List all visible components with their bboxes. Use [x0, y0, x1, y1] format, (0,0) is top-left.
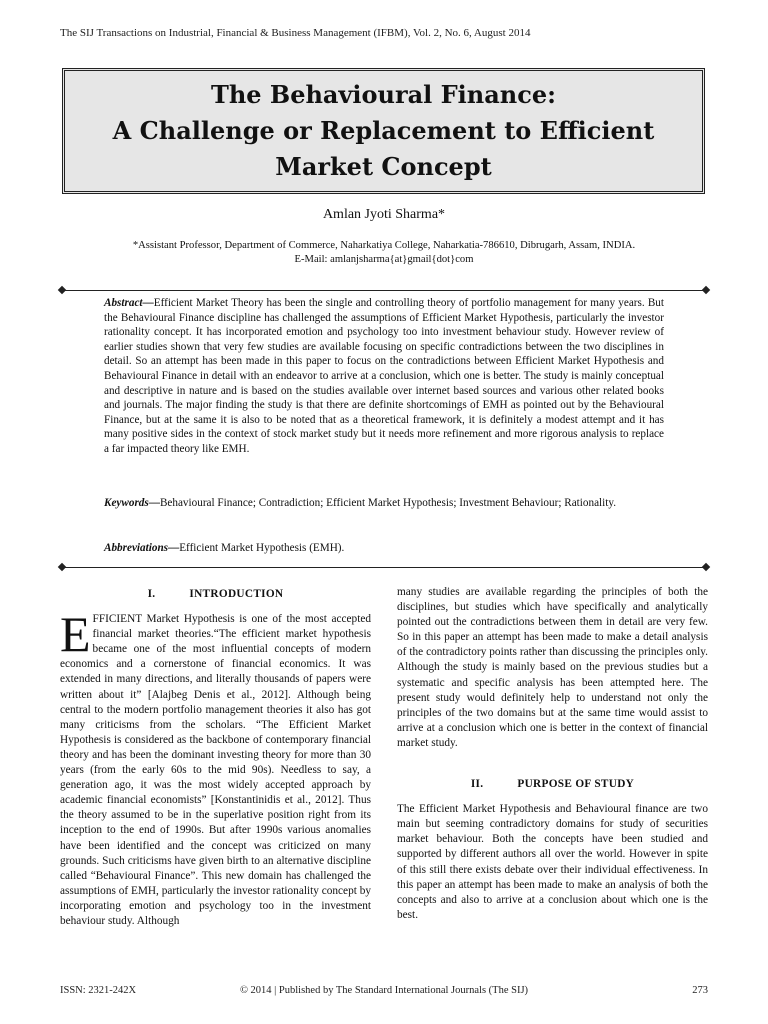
affiliation: *Assistant Professor, Department of Commerce, Naharkatiya College, Naharkatia-786610, Dibrugarh, Assam, INDIA. — [132, 240, 636, 251]
top-divider — [62, 290, 706, 291]
copyright: © 2014 | Published by The Standard International Journals (The SIJ) — [239, 985, 529, 996]
affiliation-block — [0, 239, 768, 267]
abbreviations-text: Efficient Market Hypothesis (EMH). — [179, 542, 345, 554]
abstract: Abstract—Efficient Market Theory has been the single and controlling theory of portfolio management for many years. But the Behavioural Finance discipline has challenged the assumptions of Efficient Market Hypothesis, particularly the investor rationality concept. It has incorporated emotion and psychology too into investment behaviour study. However review of earlier studies shown that very few studies are available focusing on specific contradictions between the two disciplines in detail. So an attempt has been made in this paper to focus on the contradictions between Efficient Market Hypothesis and Behavioural Finance in detail with an endeavor to arrive at a conclusion, which one is better. The study is mainly conceptual and descriptive in nature and is based on the studies available over internet based sources and various other related books and journals. The major finding the study is that there are definite shortcomings of EMH as pointed out by the Behavioural Finance, but at the same it is also to be noted that as a theoretical framework, it is definitely a modest attempt and it has many positive sides in the context of stock market study but it needs more refinement and more rigorous analysis to replace a far impacted theory like EMH. — [104, 297, 664, 455]
section-title: INTRODUCTION — [189, 588, 284, 600]
issn: ISSN: 2321-242X — [60, 985, 137, 996]
page-number: 273 — [692, 985, 708, 996]
abstract-text: Efficient Market Theory has been the single and controlling theory of portfolio management for many years. But the Behavioural Finance discipline has challenged the assumptions of Efficient Market Hypothesis, particularly the investor rationality concept. It has incorporated emotion and psychology too into investment behaviour study. However review of earlier studies shown that very few studies are available focusing on specific contradictions between the two disciplines in detail. So an attempt has been made in this paper to focus on the contradictions between Efficient Market Hypothesis and Behavioural Finance in detail with an endeavor to arrive at a conclusion, which one is better. The study is mainly conceptual and descriptive in nature and is based on the studies available over internet based sources and various other related books and journals. The major finding the study is that there are definite shortcomings of EMH as pointed out by the Behavioural Finance, but at the same it is also to be noted that as a theoretical framework, it is definitely a modest attempt and it has many positive sides in the context of stock market study but it needs more refinement and more rigorous analysis to replace a far impacted theory like EMH. — [104, 297, 664, 455]
introduction-continued: many studies are available regarding the principles of both the disciplines, but studies which have specifically and analytically pointed out the contradictions between them in detail are very few. So in this paper an attempt has been made to make a detail analysis of the contradictory points rather than discussing the principles only. Although the study is mainly based on the previous studies but a systematic and specific analysis has been attempted here. The present study would definitely help to understand not only the principles of the two domains but at the same time would assist to arrive at a conclusion which one is better in the context of financial market study. — [397, 586, 708, 749]
author-name: Amlan Jyoti Sharma* — [322, 207, 446, 222]
title-line-1: The Behavioural Finance: — [210, 80, 556, 109]
paper-title — [113, 77, 655, 185]
abstract-label: Abstract — [104, 297, 143, 309]
left-column — [60, 587, 371, 929]
keywords: Keywords—Behavioural Finance; Contradiction; Efficient Market Hypothesis; Investment Behaviour; Rationality. — [104, 497, 617, 509]
title-box — [62, 68, 705, 194]
drop-cap: E — [60, 606, 91, 663]
abbreviations: Abbreviations—Efficient Market Hypothesis (EMH). — [104, 542, 345, 554]
purpose-paragraph: The Efficient Market Hypothesis and Behavioural finance are two main but seeming contradictory domains for study of securities market behaviour. Both the concepts have been studied and supported by different authors all over the world. However in spite of this still there exists debate over their individual effectiveness. In this paper an attempt has been made to make an analysis of both the concepts and also to arrive at a conclusion about which one is the best. — [397, 803, 708, 921]
divider-diamond-left — [58, 563, 66, 571]
divider-diamond-right — [702, 286, 710, 294]
running-header: The SIJ Transactions on Industrial, Financial & Business Management (IFBM), Vol. 2, No. 6, August 2014 — [60, 27, 531, 39]
keywords-label: Keywords — [104, 497, 149, 509]
section-heading-introduction — [60, 587, 371, 602]
divider-diamond-right — [702, 563, 710, 571]
email: E-Mail: amlanjsharma{at}gmail{dot}com — [294, 254, 474, 265]
bottom-divider — [62, 567, 706, 568]
title-line-3: Market Concept — [275, 152, 492, 181]
abbreviations-label: Abbreviations — [104, 542, 169, 554]
title-line-2: A Challenge or Replacement to Efficient — [112, 116, 655, 145]
section-title: PURPOSE OF STUDY — [517, 778, 635, 791]
right-column — [397, 585, 708, 923]
section-number: I. — [147, 588, 156, 600]
introduction-paragraph — [60, 606, 371, 929]
section-heading-purpose — [397, 777, 708, 792]
keywords-text: Behavioural Finance; Contradiction; Efficient Market Hypothesis; Investment Behaviour; Rationality. — [159, 497, 617, 509]
section-number: II. — [470, 778, 484, 791]
introduction-text: FFICIENT Market Hypothesis is one of the most accepted financial market theories.“The efficient market hypothesis became one of the most influential concepts of modern economics and a cornerstone of financial economics. It was extended in many directions, and literally thousands of papers were written about it” [Alajbeg Denis et al., 2012]. Although being central to the modern portfolio management theories it also has got many criticisms from the scholars. “The Efficient Market Hypothesis is considered as the backbone of contemporary financial theory and has been the dominant investing theory for more than 30 years (from the early 60s to the mid 90s). Needless to say, a generation ago, it was the most widely accepted approach by academic financial economists” [Konstantinidis et al., 2012]. Thus the theory assumed to be in the superlative position right from its inception to the end of 1990s. But after 1990s various anomalies have been identified and the concept was criticized on many grounds. Such criticisms have given birth to an alternative discipline called “Behavioural Finance”. This new domain has challenged the assumptions of EMH, particularly the investor rationality concept by incorporating emotion and psychology too in the investment behaviour study. Although — [60, 613, 371, 927]
divider-diamond-left — [58, 286, 66, 294]
